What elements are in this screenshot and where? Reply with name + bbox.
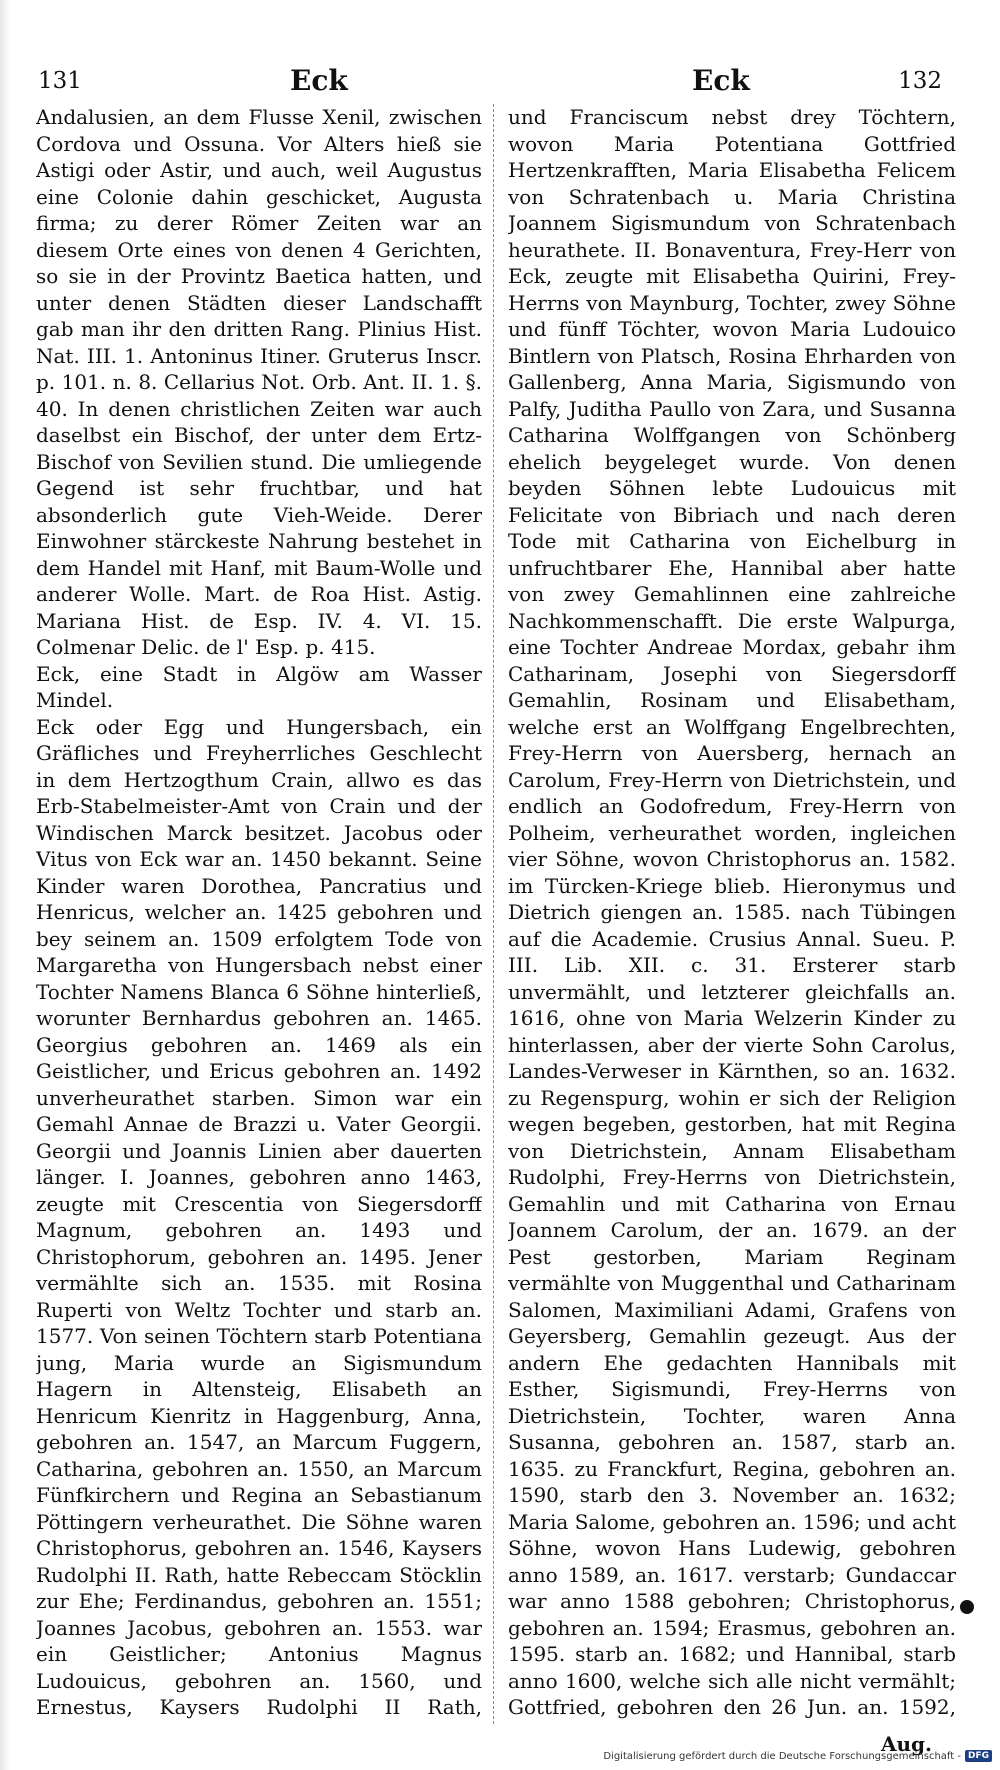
catchword: Aug. (880, 1732, 932, 1756)
footer-text: Digitalisierung gefördert durch die Deutsche Forschungsgemeinschaft - (603, 1750, 961, 1762)
margin-mark (960, 1600, 974, 1614)
right-column (508, 104, 956, 1719)
scan-edge (0, 0, 10, 1770)
page-number-right: 132 (898, 68, 942, 94)
page-number-left: 131 (38, 68, 82, 94)
running-head-right: Eck (692, 64, 750, 97)
dfg-logo-icon: DFG (965, 1750, 992, 1762)
page-header (32, 62, 948, 102)
running-head-left: Eck (290, 64, 348, 97)
paragraph-eck-geschlecht: Eck oder Egg und Hungersbach, ein Gräfliches und Freyherrliches Geschlecht in dem Hertzogthum Crain, allwo es das Erb-Stabelmeister-Amt von Crain und der Windischen Marck besitzet. Jacobus oder Vitus von Eck war an. 1450 bekannt. Seine Kinder waren Dorothea, Pancratius und Henricus, welcher an. 1425 gebohren und bey seinem an. 1509 erfolgtem Tode von Margaretha von Hungersbach nebst einer Tochter Namens Blanca 6 Söhne hinterließ, worunter Bernhardus gebohren an. 1465. Georgius gebohren an. 1469 als ein Geistlicher, und Ericus gebohren an. 1492 unverheurathet starben. Simon war ein Gemahl Annae de Brazzi u. Vater Georgii. Georgii und Joannis Linien aber dauerten länger. I. Joannes, gebohren anno 1463, zeugte mit Crescentia von Siegersdorff Magnum, gebohren an. 1493 und Christophorum, gebohren an. 1495. Jener vermählte sich an. 1535. mit Rosina Ruperti von Weltz Tochter und starb an. 1577. Von seinen Töchtern starb Potentiana jung, Maria wurde an Sigismundum Hagern in Altensteig, Elisabeth an Henricum Kienritz in Haggenburg, Anna, gebohren an. 1547, an Marcum Fuggern, Catharina, gebohren an. 1550, an Marcum Fünfkirchern und Regina an Sebastianum Pöttingern verheurathet. Die Söhne waren Christophorus, gebohren an. 1546, Kaysers Rudolphi II. Rath, hatte Rebeccam Stöcklin zur Ehe; Ferdinandus, gebohren an. 1551; Joannes Jacobus, gebohren an. 1553. war ein Geistlicher; Antonius Magnus Ludouicus, gebohren an. 1560, und Ernestus, Kaysers Rudolphi II Rath, (36, 714, 482, 1719)
paragraph-continuation: und Franciscum nebst drey Töchtern, wovon Maria Potentiana Gottfried Hertzenkrafften, Maria Elisabetha Felicem von Schratenbach u. Maria Christina Joannem Sigismundum von Schratenbach heurathete. II. Bonaventura, Frey-Herr von Eck, zeugte mit Elisabetha Quirini, Frey-Herrns von Maynburg, Tochter, zwey Söhne und fünff Töchter, wovon Maria Ludouico Bintlern von Platsch, Rosina Ehrharden von Gallenberg, Anna Maria, Sigismundo von Palfy, Juditha Paullo von Zara, und Susanna Catharina Wolffgangen von Schönberg ehelich beygeleget wurde. Von denen beyden Söhnen lebte Ludouicus mit Felicitate von Bibriach und nach deren Tode mit Catharina von Eichelburg in unfruchtbarer Ehe, Hannibal aber hatte von zwey Gemahlinnen eine zahlreiche Nachkommenschafft. Die erste Walpurga, eine Tochter Andreae Mordax, gebahr ihm Catharinam, Josephi von Siegersdorff Gemahlin, Rosinam und Elisabetham, welche erst an Wolffgang Engelbrechten, Frey-Herrn von Auersberg, hernach an Carolum, Frey-Herrn von Dietrichstein, und endlich an Godofredum, Frey-Herrn von Polheim, verheurathet worden, ingleichen vier Söhne, wovon Christophorus an. 1582. im Türcken-Kriege blieb. Hieronymus und Dietrich giengen an. 1585. nach Tübingen auf die Academie. Crusius Annal. Sueu. P. III. Lib. XII. c. 31. Ersterer starb unvermählt, und letzterer gleichfalls an. 1616, ohne von Maria Welzerin Kinder zu hinterlassen, aber der vierte Sohn Carolus, Landes-Verweser in Kärnthen, so an. 1632. zu Regenspurg, wohin er sich der Religion wegen begeben, gestorben, hat mit Regina von Dietrichstein, Annam Elisabetham Rudolphi, Frey-Herrns von Dietrichstein, Gemahlin und mit Catharina von Ernau Joannem Carolum, der an. 1679. an der Pest gestorben, Mariam Reginam vermählte von Muggenthal und Catharinam Salomen, Maximiliani Adami, Grafens von Geyersberg, Gemahlin gezeugt. Aus der andern Ehe gedachten Hannibals mit Esther, Sigismundi, Frey-Herrns von Dietrichstein, Tochter, waren Anna Susanna, gebohren an. 1587, starb an. 1635. zu Franckfurt, Regina, gebohren an. 1590, starb den 3. November an. 1632; Maria Salome, gebohren an. 1596; und acht Söhne, wovon Hans Ludewig, gebohren anno 1589, an. 1617. verstarb; Gundaccar war anno 1588 gebohren; Christophorus, gebohren an. 1594; Erasmus, gebohren an. 1595. starb an. 1682; und Hannibal, starb anno 1600, welche sich alle nicht vermählt; Gottfried, gebohren den 26 Jun. an. 1592, (508, 105, 956, 1719)
paragraph-astigi: Andalusien, an dem Flusse Xenil, zwischen Cordova und Ossuna. Vor Alters hieß sie Astigi oder Astir, und auch, weil Augustus eine Colonie dahin geschicket, Augusta firma; zu derer Römer Zeiten war an diesem Orte eines von denen 4 Gerichten, so sie in der Provintz Baetica hatten, und unter denen Städten dieser Landschafft gab man ihr den dritten Rang. Plinius Hist. Nat. III. 1. Antoninus Itiner. Gruterus Inscr. p. 101. n. 8. Cellarius Not. Orb. Ant. II. 1. §. 40. In denen christlichen Zeiten war auch daselbst ein Bischof, der unter dem Ertz-Bischof von Sevilien stund. Die umliegende Gegend ist sehr fruchtbar, und hat absonderlich gute Vieh-Weide. Derer Einwohner stärckeste Nahrung bestehet in dem Handel mit Hanf, mit Baum-Wolle und anderer Wolle. Mart. de Roa Hist. Astig. Mariana Hist. de Esp. IV. 4. VI. 15. Colmenar Delic. de l' Esp. p. 415. (36, 105, 482, 659)
left-column (36, 104, 482, 1719)
column-divider (493, 104, 495, 1724)
digitization-footer (600, 1747, 992, 1765)
paragraph-eck-stadt: Eck, eine Stadt in Algöw am Wasser Mindel. (36, 661, 482, 712)
